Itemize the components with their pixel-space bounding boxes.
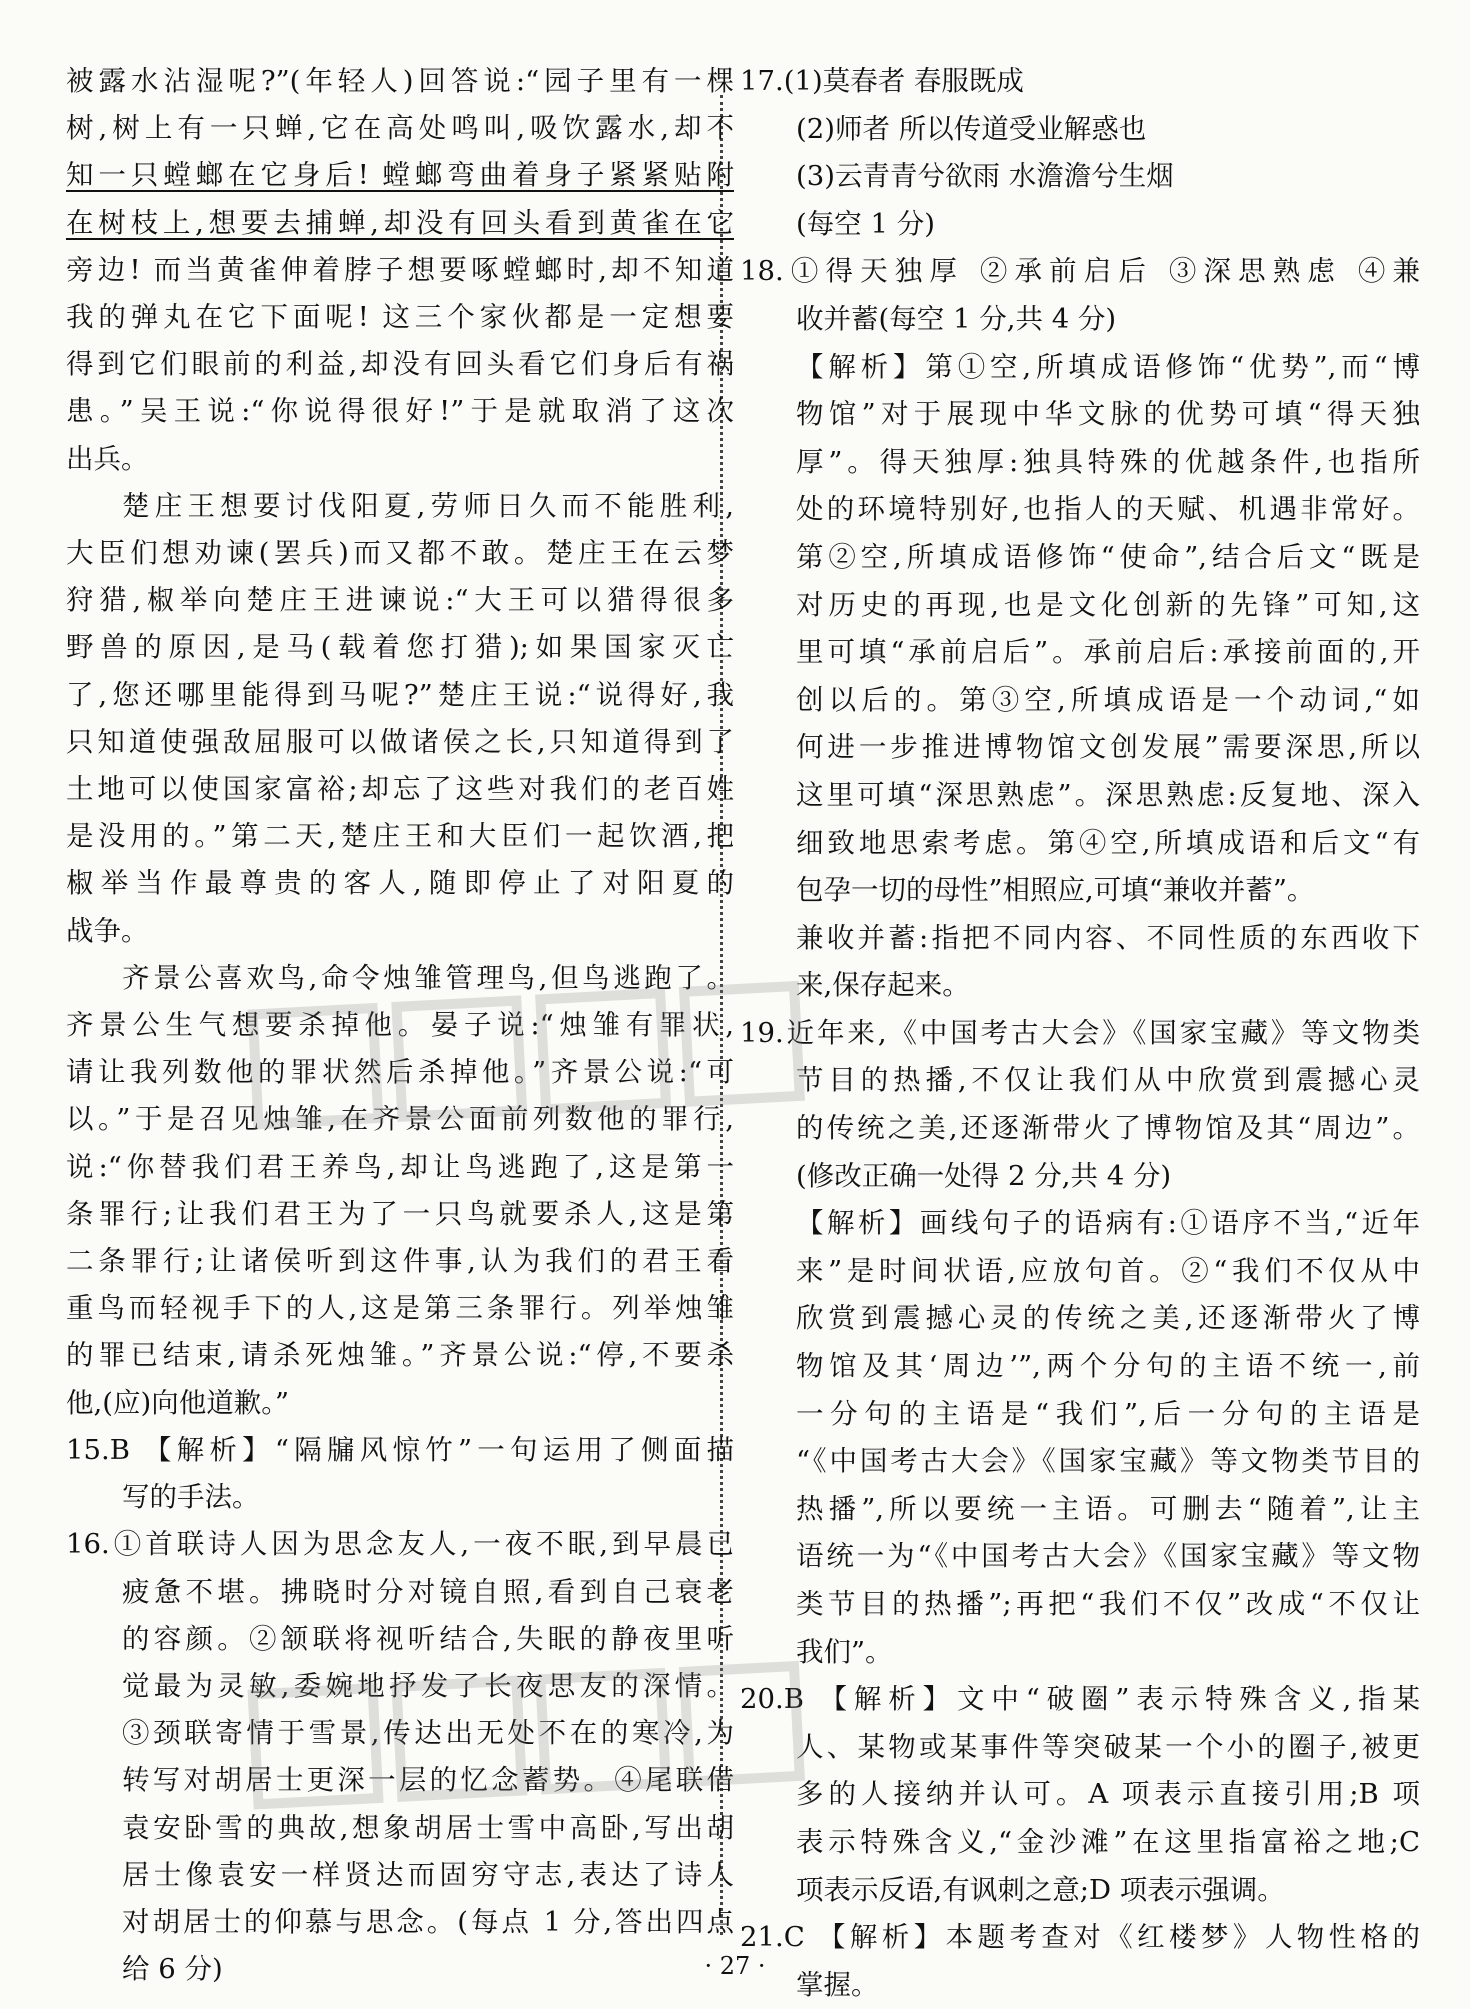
text-line: 来”是时间状语,应放句首。②“我们不仅从中 (796, 1254, 1420, 1287)
text-line: 被露水沾湿呢?”(年轻人)回答说:“园子里有一棵 (66, 65, 734, 97)
text-line: (修改正确一处得 2 分,共 4 分) (796, 1159, 1172, 1192)
text-line: 这里可填“深思熟虑”。深思熟虑:反复地、深入 (796, 778, 1420, 811)
watermark-stamp (246, 1645, 815, 1853)
text-line: 条罪行;让我们君王为了一只鸟就要杀人,这是第 (66, 1197, 734, 1230)
text-line: 树,树上有一只蝉,它在高处鸣叫,吸饮露水,却不 (66, 112, 734, 145)
text-line: 请让我列数他的罪状然后杀掉他。”齐景公说:“可 (66, 1056, 734, 1089)
text-line: 热播”,所以要统一主语。可删去“随着”,让主 (796, 1492, 1420, 1525)
text-line: 狩猎,椒举向楚庄王进谏说:“大王可以猎得很多 (66, 584, 734, 617)
text-line: 【解析】第①空,所填成语修饰“优势”,而“博 (796, 350, 1420, 383)
text-line: 我们”。 (796, 1635, 893, 1668)
text-line: 兼收并蓄:指把不同内容、不同性质的东西收下 (796, 921, 1420, 954)
text-line: “《中国考古大会》《国家宝藏》等文物类节目的 (796, 1445, 1420, 1478)
text-line: 我的弹丸在它下面呢! 这三个家伙都是一定想要 (66, 301, 734, 334)
text-line: 旁边! 而当黄雀伸着脖子想要啄螳螂时,却不知道 (66, 253, 734, 286)
text-line: 的容颜。②颔联将视听结合,失眠的静夜里听 (122, 1622, 734, 1655)
text-line: 第②空,所填成语修饰“使命”,结合后文“既是 (796, 540, 1420, 573)
text-line: 一分句的主语是“我们”,后一分句的主语是 (796, 1397, 1420, 1430)
answer-19: 19.近年来,《中国考古大会》《国家宝藏》等文物类 (740, 1016, 1420, 1049)
text-line: 是没用的。”第二天,楚庄王和大臣们一起饮酒,把 (66, 820, 734, 853)
text-line-underlined: 在树枝上,想要去捕蝉,却没有回头看到黄雀在它 (66, 206, 734, 239)
text-line: 得到它们眼前的利益,却没有回头看它们身后有祸 (66, 348, 734, 381)
text-line: 来,保存起来。 (796, 969, 970, 1002)
text-line: 齐景公喜欢鸟,命令烛雏管理鸟,但鸟逃跑了。 (122, 961, 734, 994)
text-line: 处的环境特别好,也指人的天赋、机遇非常好。 (796, 493, 1420, 526)
text-line: 说:“你替我们君王养鸟,却让鸟逃跑了,这是第一 (66, 1150, 734, 1183)
text-line: 患。”吴王说:“你说得很好!”于是就取消了这次 (66, 395, 734, 428)
watermark-stamp (246, 965, 815, 1173)
text-line: 以。”于是召见烛雏,在齐景公面前列数他的罪行, (66, 1103, 734, 1136)
text-line: 欣赏到震撼心灵的传统之美,还逐渐带火了博 (796, 1302, 1420, 1335)
text-line: 战争。 (66, 914, 149, 947)
text-line: 里可填“承前启后”。承前启后:承接前面的,开 (796, 636, 1420, 669)
text-line: 椒举当作最尊贵的客人,随即停止了对阳夏的 (66, 867, 734, 900)
text-line: 人、某物或某事件等突破某一个小的圈子,被更 (796, 1730, 1420, 1763)
text-line: 了,您还哪里能得到马呢?”楚庄王说:“说得好,我 (66, 678, 734, 711)
text-line: 二条罪行;让诸侯听到这件事,认为我们的君王看 (66, 1245, 734, 1278)
text-line: 的罪已结束,请杀死烛雏。”齐景公说:“停,不要杀 (66, 1339, 734, 1372)
text-line: ③颈联寄情于雪景,传达出无处不在的寒冷,为 (122, 1717, 734, 1750)
text-line: 收并蓄(每空 1 分,共 4 分) (796, 302, 1117, 335)
text-line: 野兽的原因,是马(载着您打猎);如果国家灭亡 (66, 631, 734, 664)
text-line: 厚”。得天独厚:独具特殊的优越条件,也指所 (796, 445, 1420, 478)
text-line: 袁安卧雪的典故,想象胡居士雪中高卧,写出胡 (122, 1811, 734, 1844)
text-line: 项表示反语,有讽刺之意;D 项表示强调。 (796, 1873, 1285, 1906)
text-line: 包孕一切的母性”相照应,可填“兼收并蓄”。 (796, 874, 1315, 907)
text-line: 掌握。 (796, 1968, 879, 2001)
text-line: 对历史的再现,也是文化创新的先锋”可知,这 (796, 588, 1420, 621)
answer-18: 18.①得天独厚 ②承前启后 ③深思熟虑 ④兼 (740, 255, 1420, 288)
text-line: 【解析】画线句子的语病有:①语序不当,“近年 (796, 1207, 1420, 1240)
text-line: 表示特殊含义,“金沙滩”在这里指富裕之地;C (796, 1825, 1420, 1858)
text-line: 物馆及其‘周边’”,两个分句的主语不统一,前 (796, 1350, 1420, 1383)
text-line: 转写对胡居士更深一层的忆念蓄势。④尾联借 (122, 1764, 734, 1797)
text-line: 出兵。 (66, 442, 149, 475)
answer-16: 16.①首联诗人因为思念友人,一夜不眠,到早晨已 (66, 1528, 734, 1561)
text-line: 大臣们想劝谏(罢兵)而又都不敢。楚庄王在云梦 (66, 537, 734, 570)
text-line: 节目的热播,不仅让我们从中欣赏到震撼心灵 (796, 1064, 1420, 1097)
text-line: (3)云青青兮欲雨 水澹澹兮生烟 (796, 160, 1174, 193)
text-line: 只知道使强敌屈服可以做诸侯之长,只知道得到了 (66, 725, 734, 758)
text-line: 创以后的。第③空,所填成语是一个动词,“如 (796, 683, 1420, 716)
text-line: 给 6 分) (122, 1953, 223, 1986)
text-line: 居士像袁安一样贤达而固穷守志,表达了诗人 (122, 1858, 734, 1891)
text-line: 齐景公生气想要杀掉他。晏子说:“烛雏有罪状, (66, 1009, 734, 1042)
page-number: · 27 · (704, 1952, 766, 1980)
text-line: 类节目的热播”;再把“我们不仅”改成“不仅让 (796, 1588, 1420, 1620)
text-line: 语统一为“《中国考古大会》《国家宝藏》等文物 (796, 1540, 1420, 1573)
text-line: 他,(应)向他道歉。” (66, 1386, 290, 1419)
text-line: 何进一步推进博物馆文创发展”需要深思,所以 (796, 731, 1420, 764)
text-line: 细致地思索考虑。第④空,所填成语和后文“有 (796, 826, 1420, 859)
answer-21: 21.C 【解析】本题考查对《红楼梦》人物性格的 (740, 1921, 1420, 1954)
text-line: 多的人接纳并认可。A 项表示直接引用;B 项 (796, 1778, 1420, 1811)
text-line: 土地可以使国家富裕;却忘了这些对我们的老百姓 (66, 773, 734, 806)
text-line: 物馆”对于展现中华文脉的优势可填“得天独 (796, 398, 1420, 431)
answer-15: 15.B 【解析】“隔牖风惊竹”一句运用了侧面描 (66, 1433, 734, 1466)
answer-20: 20.B 【解析】文中“破圈”表示特殊含义,指某 (740, 1683, 1420, 1716)
text-line: 楚庄王想要讨伐阳夏,劳师日久而不能胜利, (122, 489, 734, 522)
text-line: 对胡居士的仰慕与思念。(每点 1 分,答出四点 (122, 1905, 734, 1938)
text-line-underlined: 知一只螳螂在它身后! 螳螂弯曲着身子紧紧贴附 (66, 159, 734, 192)
answer-17: 17.(1)莫春者 春服既成 (740, 65, 1024, 97)
text-line: 写的手法。 (122, 1481, 260, 1514)
text-line: 疲惫不堪。拂晓时分对镜自照,看到自己衰老 (122, 1575, 734, 1608)
text-line: 的传统之美,还逐渐带火了博物馆及其“周边”。 (796, 1112, 1420, 1145)
text-line: (每空 1 分) (796, 207, 935, 240)
text-line: 觉最为灵敏,委婉地抒发了长夜思友的深情。 (122, 1669, 734, 1702)
text-line: 重鸟而轻视手下的人,这是第三条罪行。列举烛雏 (66, 1292, 734, 1325)
right-column (740, 58, 1420, 2009)
text-line: (2)师者 所以传道受业解惑也 (796, 112, 1147, 145)
